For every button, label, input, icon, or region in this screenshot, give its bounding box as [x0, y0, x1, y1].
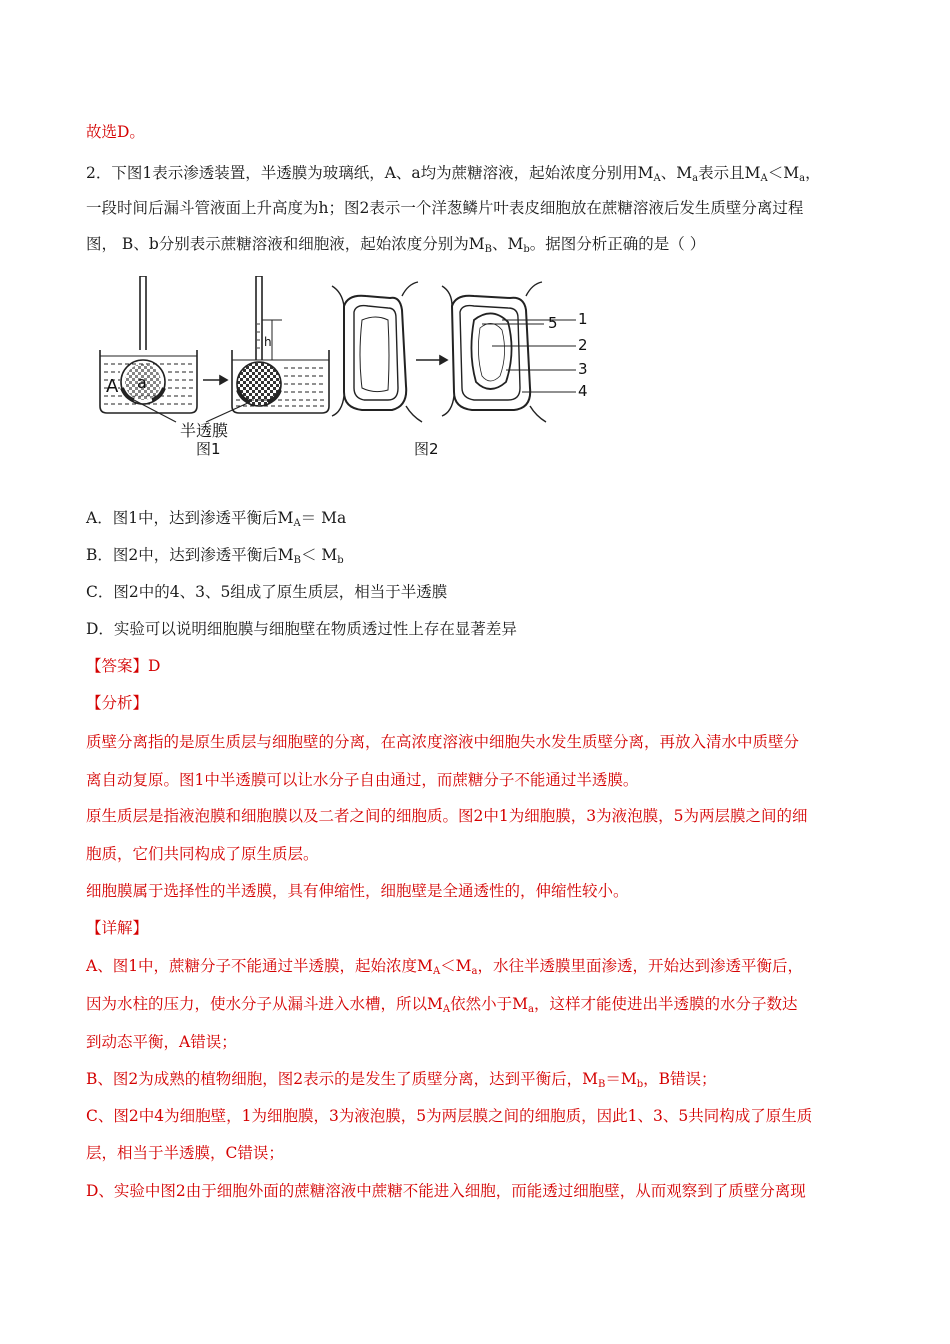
detail-line-3: 到动态平衡，A错误；: [86, 1033, 237, 1051]
figure-osmosis-plasmolysis: [96, 276, 616, 456]
label-h: h: [264, 335, 272, 349]
analysis-line-5: 细胞膜属于选择性的半透膜，具有伸缩性，细胞壁是全通透性的，伸缩性较小。: [86, 882, 629, 900]
label-3: 3: [578, 360, 588, 378]
detail-line-6: 层，相当于半透膜，C错误；: [86, 1144, 284, 1162]
conclusion-line: 故选D。: [86, 123, 145, 141]
detail-line-4: B、图2为成熟的植物细胞，图2表示的是发生了质壁分离，达到平衡后，$M_B=M_b$，B错误；: [86, 1070, 717, 1090]
label-fig1: 图1: [196, 440, 221, 456]
option-A: A．图1中，达到渗透平衡后$M_A= Ma$: [86, 509, 347, 529]
label-1: 1: [578, 310, 588, 328]
analysis-heading: 【分析】: [86, 694, 149, 712]
label-2: 2: [578, 336, 588, 354]
option-B: B．图2中，达到渗透平衡后$M_B< M_b$: [86, 546, 344, 566]
label-fig2: 图2: [414, 440, 439, 456]
label-membrane: 半透膜: [180, 421, 229, 440]
analysis-line-4: 胞质，它们共同构成了原生质层。: [86, 845, 319, 863]
question-line-2: 一段时间后漏斗管液面上升高度为h；图2表示一个洋葱鳞片叶表皮细胞放在蔗糖溶液后发生质壁分离过程: [86, 199, 804, 217]
label-A: A: [106, 376, 119, 397]
label-5: 5: [548, 314, 558, 332]
detail-line-5: C、图2中4为细胞壁，1为细胞膜，3为液泡膜，5为两层膜之间的细胞质，因此1、3、5共同构成了原生质: [86, 1107, 813, 1125]
label-a: a: [137, 373, 147, 392]
detail-heading: 【详解】: [86, 919, 149, 937]
option-D: D．实验可以说明细胞膜与细胞壁在物质透过性上存在显著差异: [86, 620, 517, 638]
question-line-3: 图， B、b分别表示蔗糖溶液和细胞液，起始浓度分别为$M_B$、$M_b$。据图分析正确的是（ ）: [86, 235, 706, 255]
analysis-line-2: 离自动复原。图1中半透膜可以让水分子自由通过，而蔗糖分子不能通过半透膜。: [86, 771, 639, 789]
answer-line: 【答案】D: [86, 657, 161, 675]
question-line-1: 2．下图1表示渗透装置，半透膜为玻璃纸，A、a均为蔗糖溶液，起始浓度分别用$M_A$、$M_a$表示且$M_A<M_a$，: [86, 164, 821, 184]
detail-line-7: D、实验中图2由于细胞外面的蔗糖溶液中蔗糖不能进入细胞，而能透过细胞壁，从而观察到了质壁分离现: [86, 1182, 806, 1200]
analysis-line-3: 原生质层是指液泡膜和细胞膜以及二者之间的细胞质。图2中1为细胞膜，3为液泡膜，5为两层膜之间的细: [86, 807, 808, 825]
label-4: 4: [578, 382, 588, 400]
detail-line-1: A、图1中，蔗糖分子不能通过半透膜，起始浓度$M_A<M_a$，水往半透膜里面渗透，开始达到渗透平衡后，: [86, 957, 804, 977]
analysis-line-1: 质壁分离指的是原生质层与细胞壁的分离，在高浓度溶液中细胞失水发生质壁分离，再放入清水中质壁分: [86, 733, 800, 751]
detail-line-2: 因为水柱的压力，使水分子从漏斗进入水槽，所以$M_A$依然小于$M_a$，这样才能使进出半透膜的水分子数达: [86, 995, 798, 1015]
option-C: C．图2中的4、3、5组成了原生质层，相当于半透膜: [86, 583, 448, 601]
